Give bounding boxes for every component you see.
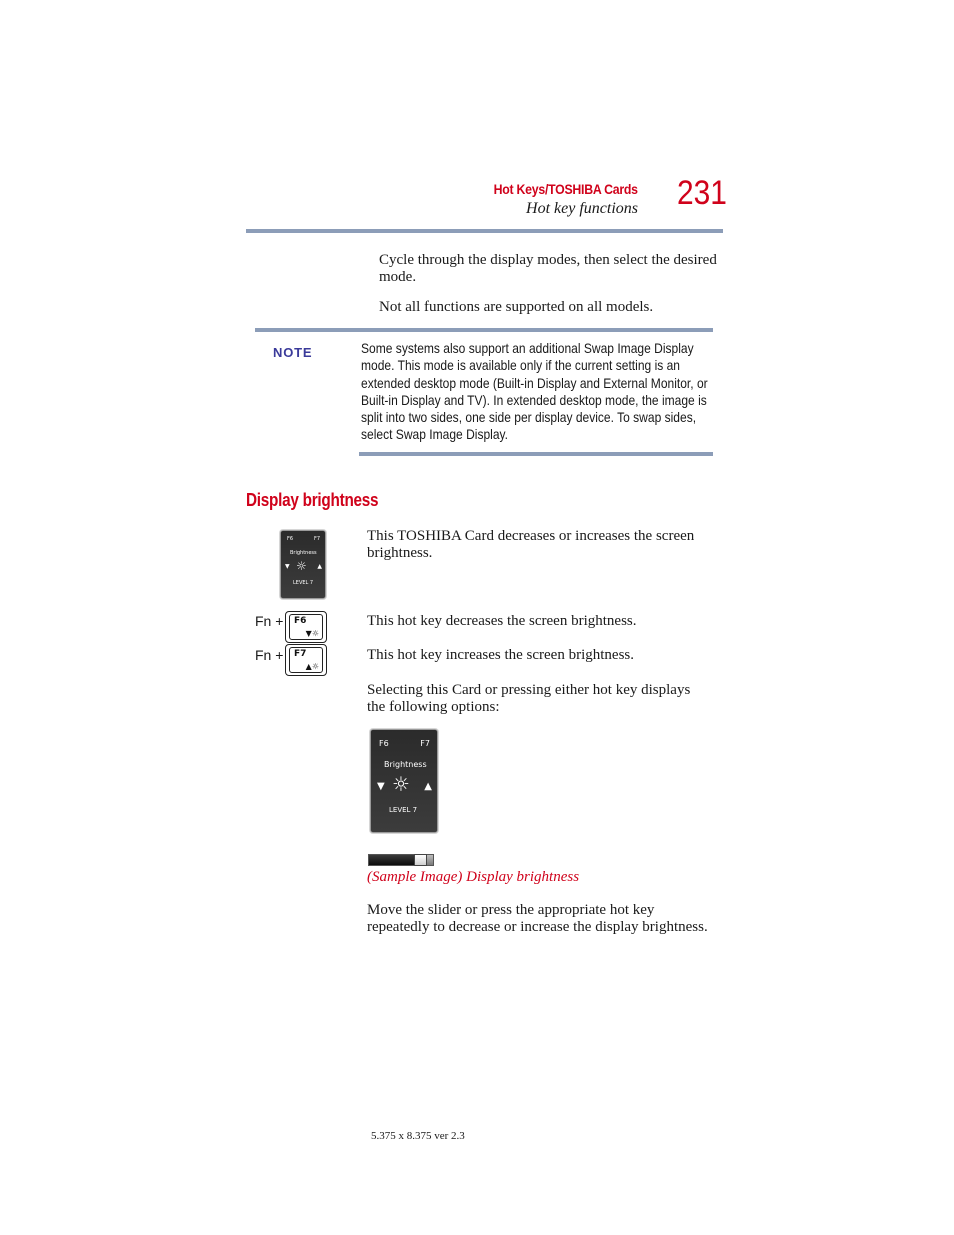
brightness-card-sample: [370, 729, 438, 833]
note-label: NOTE: [273, 345, 313, 360]
page-number: 231: [677, 174, 727, 212]
options-text: Selecting this Card or pressing either hot key displays the following options:: [367, 682, 691, 715]
card-key-left: F6: [379, 739, 389, 748]
card-key-right: F7: [420, 739, 430, 748]
f7-key-label: F7: [294, 649, 307, 659]
card-thumb-key-left: F6: [287, 536, 294, 542]
card-thumb-title: Brightness: [290, 550, 317, 556]
note-text: Some systems also support an additional Swap Image Display mode. This mode is available only if the current setting is an extended desktop mode (Built-in Display and External Monitor, or Built-in Display and TV). In extended desktop mode, the image is split into two sides, one side per display device. To swap sides, select Swap Image Display.: [361, 340, 708, 443]
card-thumb-level: LEVEL 7: [293, 580, 314, 586]
card-description: This TOSHIBA Card decreases or increases the screen brightness.: [367, 528, 695, 561]
card-title: Brightness: [384, 760, 427, 769]
header-section-title: Hot Keys/TOSHIBA Cards: [493, 181, 638, 197]
header-divider: [246, 229, 723, 233]
f7-key: [285, 644, 327, 676]
instructions-text: Move the slider or press the appropriate hot key repeatedly to decrease or increase the display brightness.: [367, 902, 708, 935]
card-up-icon: ▲: [424, 781, 432, 792]
card-thumb-key-right: F7: [313, 536, 320, 542]
card-thumb-up-icon: ▲: [317, 563, 322, 570]
brightness-slider-thumb[interactable]: [414, 854, 427, 866]
card-thumb-down-icon: ▼: [285, 563, 290, 570]
hotkey-increase-text: This hot key increases the screen brightness.: [367, 647, 635, 663]
footer-text: 5.375 x 8.375 ver 2.3: [371, 1130, 465, 1142]
sun-brightness-icon: ☼: [296, 559, 307, 573]
f6-key: [285, 611, 327, 643]
fn-prefix-increase: Fn +: [255, 647, 284, 663]
section-title: Display brightness: [246, 490, 379, 510]
intro-paragraph-2: Not all functions are supported on all models.: [379, 299, 654, 315]
card-down-icon: ▼: [377, 781, 385, 792]
intro-paragraph-1: Cycle through the display modes, then select the desired mode.: [379, 252, 717, 285]
note-bottom-divider: [359, 452, 713, 456]
f6-key-label: F6: [294, 616, 307, 626]
note-top-divider: [255, 328, 713, 332]
brightness-slider[interactable]: [368, 854, 434, 866]
sample-image-caption: (Sample Image) Display brightness: [367, 869, 580, 885]
card-level: LEVEL 7: [389, 806, 418, 814]
card-sun-icon: ☼: [392, 772, 410, 796]
hotkey-decrease-text: This hot key decreases the screen brightness.: [367, 613, 637, 629]
brightness-up-icon: ▲☼: [305, 662, 319, 671]
fn-prefix-decrease: Fn +: [255, 613, 284, 629]
brightness-slider-fill: [369, 855, 420, 865]
brightness-card-thumbnail: [280, 530, 326, 599]
brightness-down-icon: ▼☼: [305, 629, 319, 638]
header-subsection-title: Hot key functions: [526, 200, 638, 217]
